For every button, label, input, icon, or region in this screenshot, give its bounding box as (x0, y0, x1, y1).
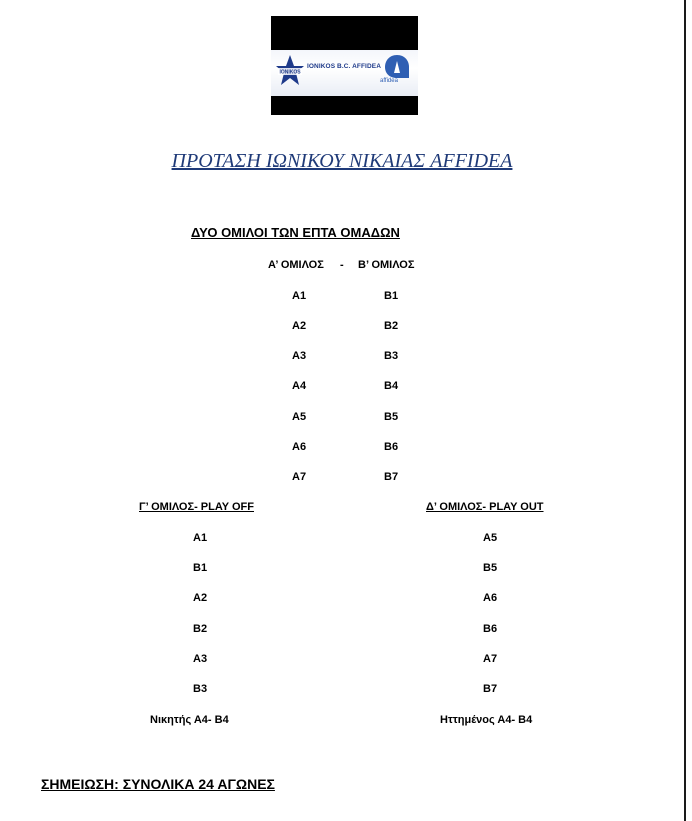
playoff-team: Α1 (193, 532, 208, 544)
playoff-team: Β1 (193, 562, 208, 574)
group-b-team: Β3 (384, 350, 399, 362)
group-header-separator: - (340, 259, 344, 271)
playoff-team: Νικητής Α4- Β4 (150, 714, 229, 726)
group-a-team: Α6 (292, 441, 307, 453)
affidea-logo-icon (383, 53, 411, 93)
svg-text:IONIKOS: IONIKOS (279, 69, 301, 76)
sponsor-banner (271, 16, 418, 115)
group-b-header: Β’ ΟΜΙΛΟΣ (358, 259, 415, 271)
section-subtitle: ΔΥΟ ΟΜΙΛΟΙ ΤΩΝ ΕΠΤΑ ΟΜΑΔΩΝ (191, 225, 400, 240)
page-title: ΠΡΟΤΑΣΗ ΙΩΝΙΚΟΥ ΝΙΚΑΙΑΣ AFFIDEA (171, 150, 513, 172)
group-a-header: Α’ ΟΜΙΛΟΣ (268, 259, 324, 271)
playoff-header: Γ’ ΟΜΙΛΟΣ- PLAY OFF (139, 501, 254, 513)
total-games-note: ΣΗΜΕΙΩΣΗ: ΣΥΝΟΛΙΚΑ 24 ΑΓΩΝΕΣ (41, 776, 275, 792)
group-b-team: Β1 (384, 290, 399, 302)
group-b-team: Β6 (384, 441, 399, 453)
club-star-logo-icon (275, 54, 305, 88)
group-a-team: Α3 (292, 350, 307, 362)
group-b-team: Β4 (384, 380, 399, 392)
group-a-team: Α5 (292, 411, 307, 423)
playout-team: Α7 (483, 653, 498, 665)
page-edge-line (684, 0, 686, 821)
group-a-team: Α7 (292, 471, 307, 483)
group-b-team: Β2 (384, 320, 399, 332)
group-a-team: Α2 (292, 320, 307, 332)
group-a-team: Α4 (292, 380, 307, 392)
playoff-team: Α2 (193, 592, 208, 604)
playout-team: Β6 (483, 623, 498, 635)
club-name-text: IONIKOS B.C. AFFIDEA (307, 63, 381, 70)
group-a-team: Α1 (292, 290, 307, 302)
playout-team: Α5 (483, 532, 498, 544)
playout-team: Β5 (483, 562, 498, 574)
playout-team: Α6 (483, 592, 498, 604)
playoff-team: Β2 (193, 623, 208, 635)
playout-header: Δ’ ΟΜΙΛΟΣ- PLAY OUT (426, 501, 544, 513)
banner-strip (271, 50, 418, 96)
affidea-wordmark: affidea (380, 78, 398, 84)
group-b-team: Β7 (384, 471, 399, 483)
playoff-team: Α3 (193, 653, 208, 665)
group-b-team: Β5 (384, 411, 399, 423)
playoff-team: Β3 (193, 683, 208, 695)
playout-team: Ηττημένος Α4- Β4 (440, 714, 533, 726)
playout-team: Β7 (483, 683, 498, 695)
